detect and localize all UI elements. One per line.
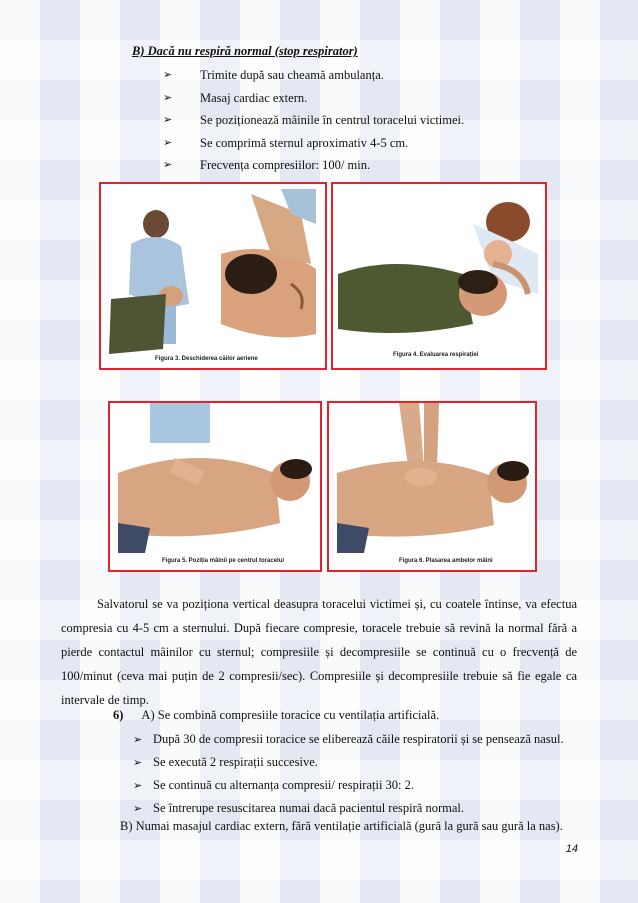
section-heading: B) Dacă nu respiră normal (stop respirator) <box>132 44 358 58</box>
bullet-list <box>163 64 464 177</box>
step-line <box>113 708 439 723</box>
step-text: A) Se combină compresiile toracice cu ventilația artificială. <box>141 708 440 722</box>
arrow-bullet-icon: ➢ <box>133 779 143 792</box>
arrow-bullet-icon: ➢ <box>163 158 173 171</box>
list-item: ➢ Se poziționează mâinile în centrul toracelui victimei. <box>163 109 464 132</box>
arrow-bullet-icon: ➢ <box>163 135 173 149</box>
list-item: ➢ După 30 de compresii toracice se eliberează căile respiratorii și se pensează nasul. <box>133 728 564 751</box>
step-number: 6) <box>113 708 124 722</box>
figure-illustration <box>333 184 545 368</box>
step-bullet-list <box>133 728 564 820</box>
arrow-bullet-icon: ➢ <box>133 733 143 746</box>
figure-both-hands <box>327 401 537 572</box>
figure-caption: Figura 3. Deschiderea căilor aeriene <box>155 356 258 362</box>
page-number: 14 <box>565 843 578 855</box>
figure-caption: Figura 6. Plasarea ambelor mâini <box>399 558 493 564</box>
figure-illustration <box>101 184 325 368</box>
arrow-bullet-icon: ➢ <box>133 756 143 769</box>
list-item: ➢ Se întrerupe resuscitarea numai dacă pacientul respiră normal. <box>133 797 564 820</box>
final-line: B) Numai masajul cardiac extern, fără ventilație artificială (gură la gură sau gură la nas). <box>120 819 563 833</box>
arrow-bullet-icon: ➢ <box>163 113 173 126</box>
arrow-bullet-icon: ➢ <box>163 68 173 81</box>
list-item: ➢ Trimite după sau cheamă ambulanța. <box>163 64 464 87</box>
list-item: ➢ Se comprimă sternul aproximativ 4-5 cm. <box>163 132 464 155</box>
figure-caption: Figura 5. Poziția mâinii pe centrul toracelui <box>162 558 285 564</box>
list-item: ➢ Frecvența compresiilor: 100/ min. <box>163 154 464 177</box>
figure-illustration <box>329 403 535 570</box>
arrow-bullet-icon: ➢ <box>133 802 143 815</box>
list-item: ➢ Se execută 2 respirații succesive. <box>133 751 564 774</box>
figure-breathing-evaluation <box>331 182 547 370</box>
body-paragraph: Salvatorul se va poziționa vertical deasupra toracelui victimei și, cu coatele întinse, va efectua compresia cu 4-5 cm a sternului. După fiecare compresie, toracele trebuie să revină la normal fără a pierde contactul mâinilor cu sternul; compresiile și decompresiile se continuă cu o frecvență de 100/minut (ceva mai puțin de 2 compresii/sec). Compresiile și decompresiile trebuie să fie egale ca intervale de timp. <box>61 597 577 707</box>
list-item: ➢ Masaj cardiac extern. <box>163 87 464 110</box>
list-item: ➢ Se continuă cu alternanța compresii/ respirații 30: 2. <box>133 774 564 797</box>
figure-airway-opening <box>99 182 327 370</box>
arrow-bullet-icon: ➢ <box>163 90 173 104</box>
figure-illustration <box>110 403 320 570</box>
figure-caption: Figura 4. Evaluarea respirației <box>393 352 479 358</box>
figure-hand-position <box>108 401 322 572</box>
